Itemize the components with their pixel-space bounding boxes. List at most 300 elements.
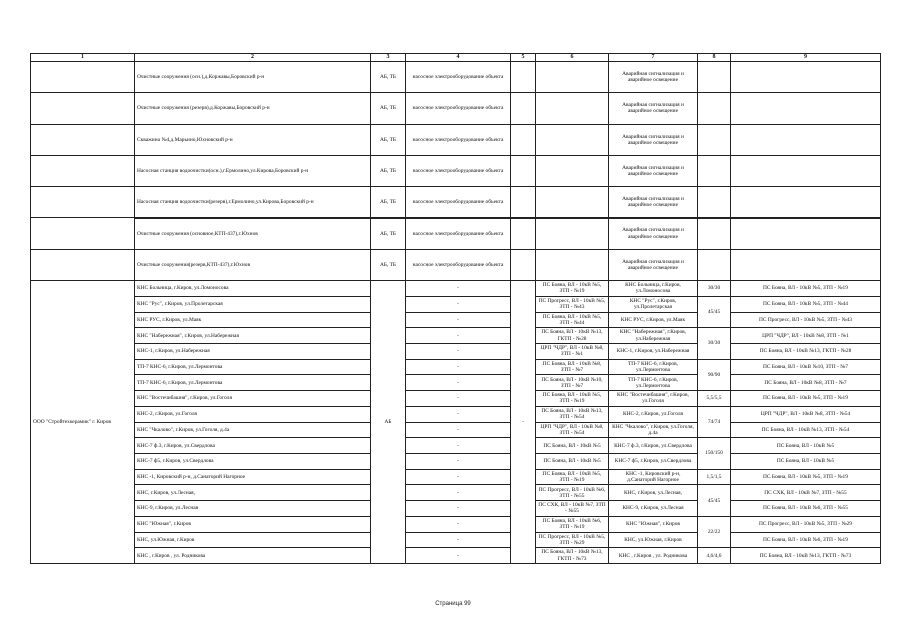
supplied-object [608,343,698,360]
power-value [697,390,731,407]
upper-col5 [510,249,536,281]
supplied-object-text: КНС "Южная", г.Киров [626,521,680,528]
header-col-1-text: 1 [81,54,84,61]
object-name [134,437,371,454]
power-value [697,469,731,486]
object-dash-text: - [457,473,459,480]
object-name [134,312,371,329]
main-supply-source [535,296,609,313]
supplied-object-text: КНС-7 ф5, г.Киров, ул.Свердлова [614,458,692,465]
upper-col8 [697,186,731,218]
supplied-object [608,516,698,533]
main-supply-source [535,422,609,439]
upper-alarm-text: Аварийная сигнализация и аварийное освещение [622,102,684,115]
main-supply-source-text: ПС Бояна, ВЛ - 10кВ №5, ЗТП - №44 [542,313,602,326]
object-dash-text: - [457,521,459,528]
upper-col1 [30,155,135,187]
main-supply-source [535,390,609,407]
reserve-supply-source [730,312,881,329]
supplied-object-text: КНС РУС, г.Киров, ул.Маяк [620,316,686,323]
object-dash [405,312,511,329]
upper-category-text: АБ, ТБ [379,230,397,237]
main-supply-source [535,343,609,360]
object-name-text: КНС-9, г.Киров, ул.Лесная [137,505,199,512]
power-value-text: 74/74 [707,418,721,425]
upper-name-text: Скважина №4,д.Марьино,Юхновский р-н [137,136,233,143]
main-supply-source-text: ПС Бояна, ВЛ - 10кВ №13, ГКТП - №28 [541,329,603,342]
power-value-text: 90/90 [707,371,721,378]
header-col-6-text: 6 [570,54,574,61]
upper-alarm [608,155,698,187]
upper-col1 [30,249,135,281]
upper-name [134,218,371,250]
upper-name [134,61,371,93]
main-supply-source-text: ЦРП "ЧДР", ВЛ - 10кВ №8, ЗТП - №54 [540,423,604,436]
reserve-supply-source [730,296,881,313]
power-value-text: 150/150 [705,450,723,457]
upper-alarm-text: Аварийная сигнализация и аварийное освещение [622,227,684,240]
supplied-object [608,453,698,470]
object-name [134,359,371,376]
object-dash [405,390,511,407]
object-dash-text: - [457,411,459,418]
upper-col1 [30,124,135,156]
upper-col9 [730,249,881,281]
object-dash-text: - [457,489,459,496]
object-dash-text: - [457,395,459,402]
power-value-text: 45/45 [707,308,721,315]
main-supply-source [535,374,609,391]
upper-category [370,249,406,281]
reserve-supply-source [730,484,881,501]
upper-purpose-text: насосное электрооборудование объекта [412,230,504,237]
upper-purpose-text: насосное электрооборудование объекта [412,74,504,81]
upper-category-text: АБ, ТБ [379,199,397,206]
object-name-text: ТП-7 КНС-6, г.Киров, ул.Лермонтова [137,379,223,386]
header-col-7-text: 7 [651,54,655,61]
upper-alarm [608,124,698,156]
reserve-supply-source-text: ПС Бояна, ВЛ - 10кВ №5, ЗТП - №19 [763,473,848,480]
reserve-supply-source [730,343,881,360]
main-supply-source-text: ПС Прогресс, ВЛ - 10кВ №5, ЗТП - №29 [538,533,606,546]
object-name-text: КНС -1, Кировский р-н, д.Санаторий Нагорное [137,473,246,480]
object-name [134,343,371,360]
main-supply-source-text: ПС Бояна, ВЛ - 10кВ №6, ЗТП - №19 [542,517,602,531]
reserve-supply-source-text: ПС Бояна, ВЛ - 10кВ №5, ЗТП - №19 [763,395,848,402]
supplied-object [608,359,698,376]
supplied-object [608,437,698,454]
upper-name [134,92,371,124]
object-name-text: КНС, ул.Южная, г.Киров [137,536,195,543]
reserve-supply-source [730,516,881,533]
upper-category [370,186,406,218]
upper-col9 [730,92,881,124]
supplied-object-text: КНС, ул.Южная, г.Киров [624,536,682,543]
object-dash [405,516,511,533]
reserve-supply-source-text: ЦРП "ЧДР", ВЛ - 10кВ №8, ЗТП - №1 [762,332,849,339]
power-value-text: 1,5/1,5 [706,473,722,480]
upper-category-text: АБ, ТБ [379,74,397,81]
reserve-supply-source-text: ПС Бояна, ВЛ - 10кВ №10, ЗТП - №7 [763,363,848,370]
supplied-object-text: КНС , г.Киров , ул. Родникова [618,552,688,559]
col5-mark-text: - [522,418,524,425]
upper-col9 [730,218,881,250]
upper-col5 [510,124,536,156]
object-dash [405,296,511,313]
power-value-text: 45/45 [707,497,721,504]
supplied-object-text: КНС Больница, г.Киров, ул.Ломоносова [625,282,681,295]
object-dash-text: - [457,426,459,433]
object-name [134,547,371,564]
organization-name-text: ООО "Стройтехкерамик" г. Киров [33,418,111,425]
power-value [697,437,731,469]
supplied-object-text: КНС "Чкалово", г.Киров, ул.Гоголя, д.4а [612,423,694,436]
main-supply-source-text: ПС СХК, ВЛ - 10кВ №7, ЗТП - №55 [538,502,606,515]
reserve-supply-source-text: ПС Бояна, ВЛ - 10кВ №13, ЗТП - №54 [761,426,850,433]
object-name-text: КНС "Южная", г.Киров [137,521,191,528]
object-name-text: КНС-1, г.Киров, ул.Набережная [137,348,210,355]
main-supply-source-text: ЦРП "ЧДР", ВЛ - 10кВ №8, ЗТП - №1 [540,345,604,358]
object-name-text: КНС-7 ф5, г.Киров, ул.Свердлова [137,458,214,465]
upper-name [134,155,371,187]
upper-name-text: Очистные сооружения (основное,КТП-437),г.Юхнов [137,230,258,237]
object-dash [405,343,511,360]
reserve-supply-source-text: ПС Бояна, ВЛ - 10кВ №6, ЗТП - №19 [763,536,848,543]
power-value-text: 30/30 [707,285,721,292]
upper-col9 [730,186,881,218]
header-col-3-text: 3 [386,54,390,61]
reserve-supply-source [730,500,881,517]
main-supply-source-text: ПС Прогресс, ВЛ - 10кВ №5, ЗТП - №43 [538,297,606,311]
supplied-object [608,469,698,486]
object-name [134,500,371,517]
upper-purpose-text: насосное электрооборудование объекта [412,136,504,143]
object-dash [405,547,511,564]
upper-name [134,124,371,156]
reserve-supply-source-text: ПС Бояна, ВЛ - 10кВ №5 [776,458,835,465]
upper-category [370,61,406,93]
upper-purpose [405,218,511,250]
reserve-supply-source [730,359,881,376]
main-supply-source [535,327,609,344]
upper-purpose [405,92,511,124]
upper-name-text: Очистные сооружения (осн.),д.Коржавы,Боровский р-н [137,74,265,81]
upper-col6 [535,61,609,93]
object-dash [405,327,511,344]
header-col-2-text: 2 [251,54,254,61]
upper-alarm-text: Аварийная сигнализация и аварийное освещение [622,133,684,146]
reserve-supply-source [730,422,881,439]
supplied-object-text: КНС-1, г.Киров, ул.Набережная [616,348,690,355]
upper-name-text: Насосная станция водоочистки(резерв),г.Ермолино,ул.Кирова,Боровский р-н [137,199,314,206]
power-value [697,406,731,438]
supplied-object [608,422,698,439]
main-supply-source [535,469,609,486]
upper-purpose [405,124,511,156]
object-name-text: КНС "Набережная", г.Киров, ул.Набережная [137,332,239,339]
supplied-object-text: КНС -1, Кировский р-н, д.Санаторий Нагорное [625,470,681,484]
upper-category [370,155,406,187]
upper-col6 [535,218,609,250]
object-name-text: КНС, г.Киров, ул.Лесная, [137,489,195,496]
object-name-text: ТП-7 КНС-6, г.Киров, ул.Лермонтова [137,363,223,370]
upper-alarm [608,92,698,124]
reserve-supply-source [730,327,881,344]
upper-col8 [697,155,731,187]
reserve-supply-source-text: ЦРП "ЧДР", ВЛ - 10кВ №8, ЗТП - №54 [760,411,851,418]
object-dash-text: - [457,379,459,386]
main-supply-source-text: ПС Бояна, ВЛ - 10кВ №5, ЗТП - №19 [542,392,602,405]
upper-purpose [405,61,511,93]
supplied-object [608,312,698,329]
object-name [134,327,371,344]
upper-category-text: АБ, ТБ [379,261,397,268]
upper-purpose-text: насосное электрооборудование объекта [412,167,504,174]
upper-purpose-text: насосное электрооборудование объекта [412,199,504,206]
header-col-5-text: 5 [521,54,525,61]
reserve-supply-source [730,547,881,564]
object-name [134,422,371,439]
object-name-text: КНС "Чкалово", г.Киров, ул.Гоголя, д.4а [137,426,230,433]
object-name [134,406,371,423]
upper-col5 [510,155,536,187]
supplied-object [608,532,698,549]
upper-category [370,124,406,156]
object-dash [405,359,511,376]
supplied-object [608,374,698,391]
object-dash [405,406,511,423]
upper-col8 [697,124,731,156]
power-value [697,327,731,359]
object-name [134,280,371,297]
main-supply-source [535,516,609,533]
main-supply-source [535,406,609,423]
organization-category-text: АБ [384,418,392,425]
upper-category-text: АБ, ТБ [379,136,397,143]
object-dash-text: - [457,332,459,339]
object-name-text: КНС "Рус", г.Киров, ул.Пролетарская [137,301,223,308]
organization-name [30,280,135,564]
power-value [697,296,731,328]
power-value-text: 5,5/5,5 [706,395,722,402]
upper-name [134,249,371,281]
object-name [134,469,371,486]
power-value [697,547,731,564]
upper-col1 [30,186,135,218]
object-name [134,532,371,549]
upper-category-text: АБ, ТБ [379,167,397,174]
main-supply-source-text: ПС Бояна, ВЛ - 10кВ №13, ГКТП - №73 [541,549,603,562]
reserve-supply-source [730,453,881,470]
header-col-9-text: 9 [804,54,807,61]
upper-col6 [535,249,609,281]
power-value-text: 22/22 [707,528,721,535]
header-col-4-text: 4 [456,54,460,61]
upper-col5 [510,92,536,124]
main-supply-source [535,312,609,329]
main-supply-source-text: ПС Бояна, ВЛ - 10кВ №8, ЗТП - №7 [542,360,602,374]
object-dash-text: - [457,348,459,355]
main-supply-source [535,453,609,470]
main-supply-source-text: ПС Бояна, ВЛ - 10кВ №5, ЗТП - №19 [542,282,602,295]
power-value-text: 4,6/4,6 [706,552,722,559]
organization-category [370,280,406,564]
upper-col1 [30,218,135,250]
power-value [697,359,731,391]
reserve-supply-source-text: ПС СХК, ВЛ - 10кВ №7, ЗТП - №55 [764,489,847,496]
upper-alarm-text: Аварийная сигнализация и аварийное освещение [622,258,684,271]
supplied-object-text: КНС-9, г.Киров, ул.Лесная [622,505,684,512]
upper-name-text: Очистные сооружения(резерв,КТП-437),г.Юхнов [137,261,250,268]
main-supply-source-text: ПС Бояна, ВЛ - 10кВ №5 [543,458,601,465]
object-dash [405,437,511,454]
reserve-supply-source [730,532,881,549]
upper-col6 [535,92,609,124]
upper-col1 [30,61,135,93]
upper-col5 [510,186,536,218]
object-dash [405,422,511,439]
reserve-supply-source [730,406,881,423]
object-name-text: КНС "Востечибашня", г.Киров, ул.Гоголя [137,395,232,402]
upper-col9 [730,61,881,93]
upper-col8 [697,92,731,124]
reserve-supply-source [730,437,881,454]
upper-alarm-text: Аварийная сигнализация и аварийное освещение [622,164,684,178]
object-name [134,516,371,533]
upper-alarm-text: Аварийная сигнализация и аварийное освещение [622,70,684,84]
upper-col5 [510,61,536,93]
upper-category [370,218,406,250]
power-value [697,484,731,516]
power-value [697,516,731,548]
supplied-object-text: КНС "Рус", г.Киров, ул.Пролетарская [629,297,677,311]
upper-name-text: Очистные сооружения (резерв),д.Коржавы,Боровский р-н [137,105,270,112]
main-supply-source-text: ПС Бояна, ВЛ - 10кВ №10, ЗТП - №7 [541,376,603,389]
object-dash-text: - [457,301,459,308]
reserve-supply-source [730,469,881,486]
reserve-supply-source-text: ПС Бояна, ВЛ - 10кВ №5, ЗТП - №19 [763,285,848,292]
upper-purpose-text: насосное электрооборудование объекта [412,261,504,268]
reserve-supply-source-text: ПС Бояна, ВЛ - 10кВ №13, ГКТП - №73 [759,552,852,559]
header-col-8-text: 8 [712,54,716,61]
upper-category-text: АБ, ТБ [379,105,397,112]
main-supply-source-text: ПС Бояна, ВЛ - 10кВ №5, ЗТП - №19 [542,470,602,484]
object-dash-text: - [457,505,459,512]
upper-col9 [730,124,881,156]
supplied-object [608,406,698,423]
supplied-object [608,296,698,313]
object-dash [405,484,511,501]
main-supply-source-text: ПС Бояна, ВЛ - 10кВ №13, ЗТП - №54 [541,407,603,421]
object-name-text: КНС , г.Киров , ул. Родникова [137,552,206,559]
upper-name [134,186,371,218]
upper-category [370,92,406,124]
reserve-supply-source-text: ПС Бояна, ВЛ - 10кВ №5, ЗТП - №44 [763,301,848,308]
main-supply-source [535,532,609,549]
power-value-text: 30/30 [707,340,721,347]
upper-col1 [30,92,135,124]
reserve-supply-source-text: ПС Бояна, ВЛ - 10кВ №13, ГКТП - №28 [759,348,852,355]
object-dash [405,500,511,517]
supplied-object-text: КНС-2, г.Киров, ул.Гоголя [622,411,684,418]
object-dash [405,532,511,549]
upper-purpose [405,186,511,218]
upper-purpose [405,249,511,281]
object-name [134,484,371,501]
supplied-object-text: КНС "Востечибашня", г.Киров, ул.Гоголя [617,392,689,405]
upper-col6 [535,155,609,187]
supplied-object-text: КНС, г.Киров, ул.Лесная, [624,489,682,496]
upper-col9 [730,155,881,187]
upper-purpose [405,155,511,187]
object-dash [405,280,511,297]
page-number: Страница 99 [435,601,471,607]
reserve-supply-source-text: ПС Бояна, ВЛ - 10кВ №6, ЗТП - №55 [763,505,848,512]
object-name-text: КНС-2, г.Киров, ул.Гоголя [137,411,198,418]
supplied-object-text: КНС-7 ф.3, г.Киров, ул.Свердлова [614,442,692,449]
reserve-supply-source-text: ПС Прогресс, ВЛ - 10кВ №5, ЗТП - №43 [759,316,852,323]
object-dash-text: - [457,552,459,559]
upper-col6 [535,186,609,218]
object-dash [405,374,511,391]
supplied-object-text: ТП-7 КНС-6, г.Киров, ул.Лермонтова [627,376,678,389]
object-name [134,374,371,391]
upper-alarm [608,218,698,250]
object-dash [405,469,511,486]
supplied-object [608,547,698,564]
main-supply-source [535,547,609,564]
upper-col8 [697,249,731,281]
object-dash [405,453,511,470]
object-dash-text: - [457,363,459,370]
reserve-supply-source-text: ПС Прогресс, ВЛ - 10кВ №5, ЗТП - №29 [759,521,852,528]
col5-mark [510,280,536,564]
reserve-supply-source [730,374,881,391]
object-name-text: КНС Больница, г.Киров, ул.Ломоносова [137,285,229,292]
object-dash-text: - [457,458,459,465]
object-dash-text: - [457,316,459,323]
supplied-object-text: КНС "Набережная", г.Киров, ул.Набережная [619,329,687,342]
reserve-supply-source-text: ПС Бояна, ВЛ - 10кВ №5 [776,442,835,449]
main-supply-source [535,359,609,376]
supplied-object [608,390,698,407]
object-dash-text: - [457,285,459,292]
upper-col8 [697,218,731,250]
main-supply-source [535,484,609,501]
upper-alarm-text: Аварийная сигнализация и аварийное освещение [622,196,684,209]
upper-name-text: Насосная станция водоочистки(осн.),г.Ермолино,ул.Кирова,Боровский р-н [137,167,309,174]
object-name-text: КНС-7 ф.3, г.Киров, ул.Свердлова [137,442,215,449]
reserve-supply-source [730,280,881,297]
main-supply-source-text: ПС Бояна, ВЛ - 10кВ №5 [543,442,601,449]
reserve-supply-source [730,390,881,407]
supplied-object [608,280,698,297]
supplied-object [608,327,698,344]
upper-col6 [535,124,609,156]
power-value [697,280,731,297]
upper-col5 [510,218,536,250]
main-supply-source-text: ПС Прогресс, ВЛ - 10кВ №6, ЗТП - №55 [538,486,606,499]
reserve-supply-source-text: ПС Бояна, ВЛ - 10кВ №8, ЗТП - №7 [764,379,847,386]
upper-col8 [697,61,731,93]
object-dash-text: - [457,536,459,543]
upper-purpose-text: насосное электрооборудование объекта [412,105,504,112]
object-name [134,390,371,407]
object-name-text: КНС РУС, г.Киров, ул.Маяк [137,316,202,323]
main-supply-source [535,437,609,454]
upper-alarm [608,186,698,218]
supplied-object-text: ТП-7 КНС-6, г.Киров, ул.Лермонтова [627,360,678,374]
